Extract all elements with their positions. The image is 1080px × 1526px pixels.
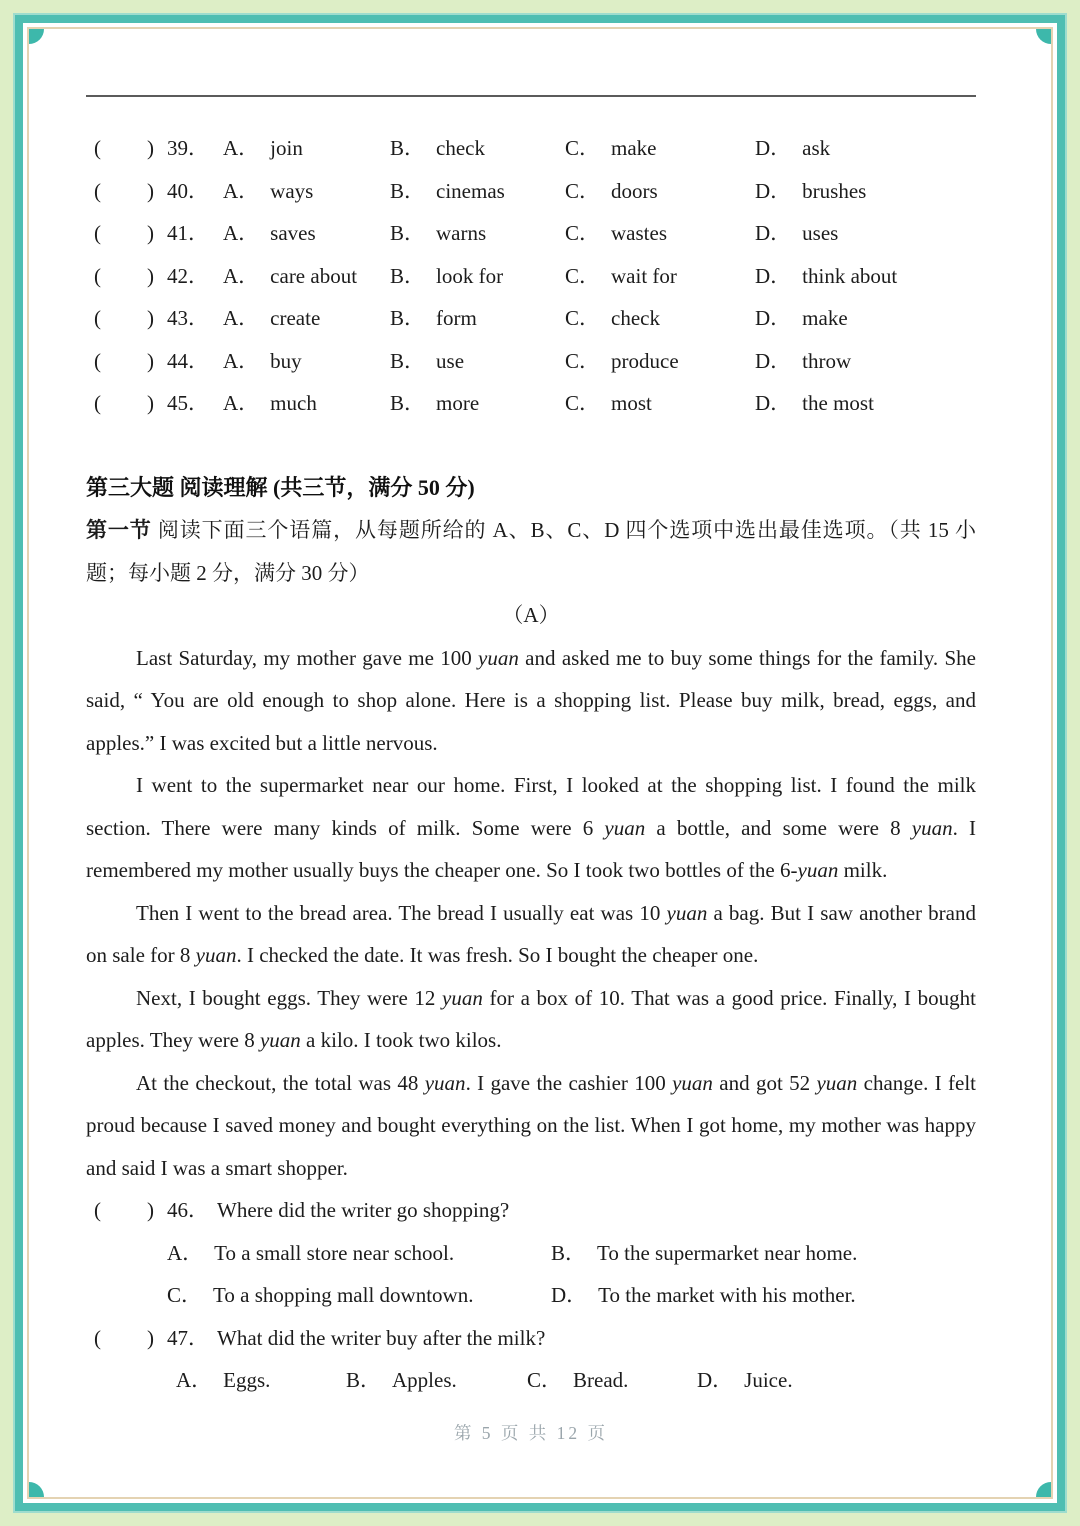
option-b — [390, 340, 565, 383]
section-instructions-text: 阅读下面三个语篇，从每题所给的 A、B、C、D 四个选项中选出最佳选项。（共 15 小题；每小题 2 分，满分 30 分） — [86, 518, 977, 585]
section-part-label: 第一节 — [86, 518, 152, 542]
option-letter: B． — [551, 1240, 587, 1265]
answer-bracket-close: ) — [147, 136, 154, 160]
answer-bracket-open: ( — [94, 1198, 101, 1222]
option-letter: A． — [223, 306, 260, 330]
option-text: ask — [802, 136, 831, 160]
question-number: 46． — [167, 1198, 209, 1222]
option-letter: B． — [390, 306, 426, 330]
option-text: produce — [611, 348, 679, 373]
option-text: Bread. — [573, 1368, 629, 1392]
option-text: To a shopping mall downtown. — [213, 1283, 474, 1307]
answer-bracket-open: ( — [94, 263, 101, 288]
option-text: make — [611, 136, 657, 160]
header-rule — [86, 95, 976, 97]
option-text: uses — [802, 221, 839, 245]
option-letter: C． — [527, 1368, 563, 1392]
option-text: saves — [270, 221, 316, 245]
option-c — [565, 170, 755, 213]
border-teal-band — [15, 15, 1065, 1511]
option-letter: B． — [390, 348, 426, 373]
cloze-row-44 — [86, 340, 976, 383]
question-number: 40． — [167, 178, 209, 203]
option-text: warns — [436, 221, 487, 245]
answer-bracket-open: ( — [94, 178, 101, 203]
option-b — [390, 382, 565, 425]
option-letter: C． — [565, 178, 601, 203]
option-text: doors — [611, 178, 658, 203]
question-number: 43． — [167, 306, 209, 330]
question-46 — [86, 1189, 976, 1232]
option-letter: D． — [755, 178, 792, 203]
option-c — [565, 127, 755, 170]
option-c — [527, 1359, 697, 1402]
question-number: 42． — [167, 263, 209, 288]
option-c — [565, 382, 755, 425]
option-b — [390, 297, 565, 340]
option-letter: C． — [167, 1283, 203, 1307]
option-letter: B． — [390, 391, 426, 415]
option-d — [697, 1359, 793, 1402]
passage-paragraph-3: Then I went to the bread area. The bread I usually eat was 10 yuan a bag. But I saw another brand on sale for 8 yuan. I checked the date. It was fresh. So I bought the cheaper one. — [86, 900, 976, 967]
option-text: check — [611, 306, 660, 330]
cloze-row-43 — [86, 297, 976, 340]
option-b — [390, 170, 565, 213]
option-letter: A． — [223, 391, 260, 415]
answer-bracket-open: ( — [94, 306, 101, 330]
passage-paragraph-5: At the checkout, the total was 48 yuan. I gave the cashier 100 yuan and got 52 yuan change. I felt proud because I saved money and bought everything on the list. When I got home, my mother was happy and said I was a smart shopper. — [86, 1070, 976, 1180]
option-text: wastes — [611, 221, 668, 245]
passage-paragraph-2: I went to the supermarket near our home. First, I looked at the shopping list. I found the milk section. There were many kinds of milk. Some were 6 yuan a bottle, and some were 8 yuan. I remembered my mother usually buys the cheaper one. So I took two bottles of the 6-yuan milk. — [86, 773, 976, 882]
border-light-edge — [13, 13, 1067, 1513]
cloze-row-39 — [86, 127, 976, 170]
option-letter: D． — [755, 221, 792, 245]
answer-bracket-open: ( — [94, 348, 101, 373]
question-number: 47． — [167, 1325, 209, 1350]
section-instructions — [86, 509, 976, 594]
question-text: Where did the writer go shopping? — [217, 1198, 510, 1222]
option-letter: D． — [755, 391, 792, 415]
answer-bracket-close: ) — [147, 1325, 154, 1350]
option-letter: B． — [390, 263, 426, 288]
answer-bracket-open: ( — [94, 136, 101, 160]
option-a — [223, 170, 390, 213]
option-text: much — [270, 391, 317, 415]
answer-bracket-open: ( — [94, 1325, 101, 1350]
option-letter: C． — [565, 263, 601, 288]
question-number: 39． — [167, 136, 209, 160]
question-47-options — [86, 1359, 976, 1402]
option-c — [565, 340, 755, 383]
answer-bracket-close: ) — [147, 221, 154, 245]
option-d — [755, 170, 976, 213]
option-text: buy — [270, 348, 302, 373]
cloze-row-42 — [86, 255, 976, 298]
option-text: create — [270, 306, 321, 330]
option-b — [551, 1232, 857, 1275]
option-a — [223, 255, 390, 298]
option-letter: D． — [697, 1368, 734, 1392]
question-46-options — [86, 1232, 976, 1317]
option-letter: D． — [551, 1283, 588, 1307]
option-text: Juice. — [744, 1368, 793, 1392]
option-b — [390, 212, 565, 255]
page-footer: 第 5 页 共 12 页 — [453, 1422, 609, 1443]
option-text: most — [611, 391, 652, 415]
section-title: 第三大题 阅读理解 (共三节，满分 50 分) — [86, 474, 475, 500]
option-text: form — [436, 306, 477, 330]
option-text: Eggs. — [223, 1368, 271, 1392]
option-letter: A． — [176, 1368, 213, 1392]
cloze-row-40 — [86, 170, 976, 213]
border-white-gap — [23, 23, 1057, 1503]
option-d — [755, 340, 976, 383]
option-a — [223, 297, 390, 340]
option-text: make — [802, 306, 848, 330]
answer-bracket-open: ( — [94, 221, 101, 245]
answer-bracket-close: ) — [147, 178, 154, 203]
option-d — [551, 1274, 856, 1317]
option-letter: D． — [755, 306, 792, 330]
option-text: ways — [270, 178, 314, 203]
option-letter: C． — [565, 391, 601, 415]
answer-bracket-open: ( — [94, 391, 101, 415]
passage-label: （A） — [502, 603, 560, 627]
option-a — [223, 340, 390, 383]
option-d — [755, 212, 976, 255]
option-d — [755, 255, 976, 298]
question-text: What did the writer buy after the milk? — [217, 1325, 546, 1350]
cloze-row-41 — [86, 212, 976, 255]
passage-paragraph-1: Last Saturday, my mother gave me 100 yuan and asked me to buy some things for the family. She said, “ You are old enough to shop alone. Here is a shopping list. Please buy milk, bread, eggs, and apples.” I was excited but a little nervous. — [86, 645, 976, 755]
option-text: more — [436, 391, 480, 415]
option-b — [346, 1359, 527, 1402]
option-text: To the supermarket near home. — [597, 1240, 858, 1265]
option-letter: A． — [223, 221, 260, 245]
option-d — [755, 127, 976, 170]
option-letter: B． — [346, 1368, 382, 1392]
cloze-question-block — [86, 127, 976, 425]
answer-bracket-close: ) — [147, 348, 154, 373]
option-letter: A． — [223, 136, 260, 160]
option-text: To a small store near school. — [214, 1240, 455, 1265]
option-letter: C． — [565, 221, 601, 245]
page-content — [29, 29, 1051, 1497]
option-a — [223, 127, 390, 170]
question-47 — [86, 1317, 976, 1360]
option-d — [755, 382, 976, 425]
option-text: wait for — [611, 263, 677, 288]
option-a — [223, 382, 390, 425]
option-a — [223, 212, 390, 255]
passage-paragraph-4: Next, I bought eggs. They were 12 yuan for a box of 10. That was a good price. Finally, I bought apples. They were 8 yuan a kilo. I took two kilos. — [86, 985, 976, 1052]
option-letter: B． — [390, 178, 426, 203]
option-b — [390, 127, 565, 170]
option-letter: C． — [565, 136, 601, 160]
answer-bracket-close: ) — [147, 263, 154, 288]
option-letter: D． — [755, 263, 792, 288]
question-number: 45． — [167, 391, 209, 415]
option-text: brushes — [802, 178, 867, 203]
option-text: To the market with his mother. — [598, 1283, 856, 1307]
option-text: care about — [270, 263, 358, 288]
answer-bracket-close: ) — [147, 1198, 154, 1222]
option-letter: A． — [223, 348, 260, 373]
option-letter: A． — [223, 263, 260, 288]
cloze-row-45 — [86, 382, 976, 425]
option-d — [755, 297, 976, 340]
option-text: look for — [436, 263, 504, 288]
option-text: cinemas — [436, 178, 505, 203]
option-text: check — [436, 136, 485, 160]
option-text: throw — [802, 348, 852, 373]
option-letter: B． — [390, 221, 426, 245]
option-text: the most — [802, 391, 874, 415]
option-a — [176, 1359, 346, 1402]
option-letter: A． — [167, 1240, 204, 1265]
option-letter: B． — [390, 136, 426, 160]
option-text: Apples. — [392, 1368, 457, 1392]
option-text: think about — [802, 263, 898, 288]
option-text: join — [270, 136, 303, 160]
option-letter: C． — [565, 306, 601, 330]
page-sheet — [27, 27, 1053, 1499]
question-number: 41． — [167, 221, 209, 245]
option-c — [565, 255, 755, 298]
option-c — [565, 212, 755, 255]
option-a — [167, 1232, 551, 1275]
option-letter: D． — [755, 348, 792, 373]
option-letter: C． — [565, 348, 601, 373]
option-b — [390, 255, 565, 298]
option-text: use — [436, 348, 465, 373]
option-letter: A． — [223, 178, 260, 203]
question-number: 44． — [167, 348, 209, 373]
option-c — [167, 1274, 551, 1317]
option-c — [565, 297, 755, 340]
answer-bracket-close: ) — [147, 306, 154, 330]
option-letter: D． — [755, 136, 792, 160]
answer-bracket-close: ) — [147, 391, 154, 415]
